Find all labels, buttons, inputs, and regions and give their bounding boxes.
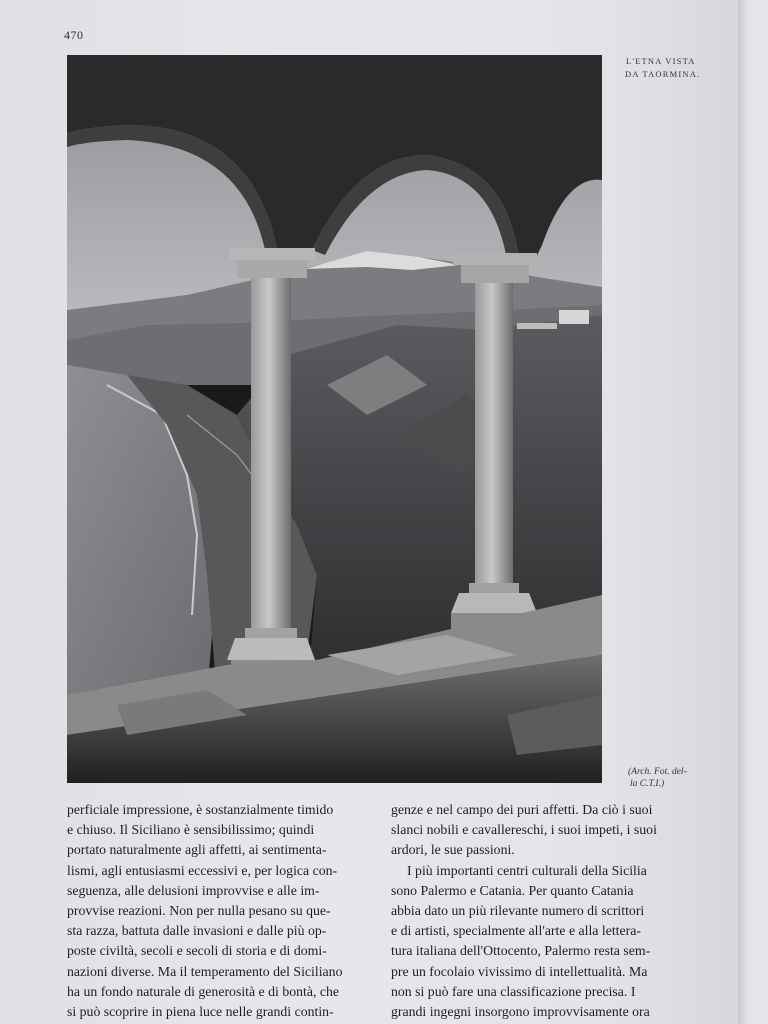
text-line: si può scoprire in piena luce nelle grandi contin- (67, 1004, 334, 1020)
text-line: perficiale impressione, è sostanzialmente timido (67, 802, 334, 817)
text-line: pre un focolaio vivissimo di intellettualità. Ma (391, 963, 648, 979)
photograph-illustration (67, 55, 602, 783)
photo-credit (628, 766, 718, 790)
text-line: ardori, le sue passioni. (391, 842, 515, 858)
credit-line: (Arch. Fot. del- (628, 767, 687, 777)
text-line: lismi, agli entusiasmi eccessivi e, per logica con- (67, 862, 338, 878)
text-line: genze e nel campo dei puri affetti. Da ciò i suoi (391, 802, 653, 817)
text-line: tura italiana dell'Ottocento, Palermo resta sem- (391, 943, 651, 959)
etna-photograph (67, 55, 602, 783)
text-line: non si può fare una classificazione precisa. I (391, 983, 636, 999)
text-line: grandi ingegni insorgono improvvisamente ora (391, 1004, 650, 1020)
caption-line: L'ETNA VISTA (626, 56, 696, 66)
text-line: nazioni diverse. Ma il temperamento del Siciliano (67, 963, 343, 979)
text-line: abbia dato un più rilevante numero di scrittori (391, 903, 645, 919)
text-line: e di artisti, specialmente all'arte e alla lettera- (391, 923, 641, 939)
paragraph-start-line: I più importanti centri culturali della Sicilia (407, 862, 647, 878)
text-line: poste civiltà, secoli e secoli di storia e di domi- (67, 943, 327, 959)
photo-caption (614, 55, 724, 81)
book-gutter (738, 0, 768, 1024)
text-line: seguenza, alle delusioni improvvise e alle im- (67, 882, 320, 898)
text-line: slanci nobili e cavallereschi, i suoi impeti, i suoi (391, 822, 657, 838)
text-column-right (391, 800, 701, 1022)
text-line: sta razza, battuta dalle invasioni e dalle più op- (67, 923, 327, 939)
text-line: sono Palermo e Catania. Per quanto Catania (391, 882, 634, 898)
text-line: e chiuso. Il Siciliano è sensibilissimo; quindi (67, 822, 315, 838)
text-line: provvise reazioni. Non per nulla pesano su que- (67, 903, 331, 919)
text-line: ha un fondo naturale di generosità e di bontà, che (67, 983, 340, 999)
text-line: portato naturalmente agli affetti, ai sentimenta- (67, 842, 327, 858)
text-column-left (67, 800, 372, 1022)
page-number: 470 (64, 28, 84, 42)
caption-line: DA TAORMINA. (625, 69, 701, 79)
credit-line: la C.T.I.) (630, 779, 665, 789)
